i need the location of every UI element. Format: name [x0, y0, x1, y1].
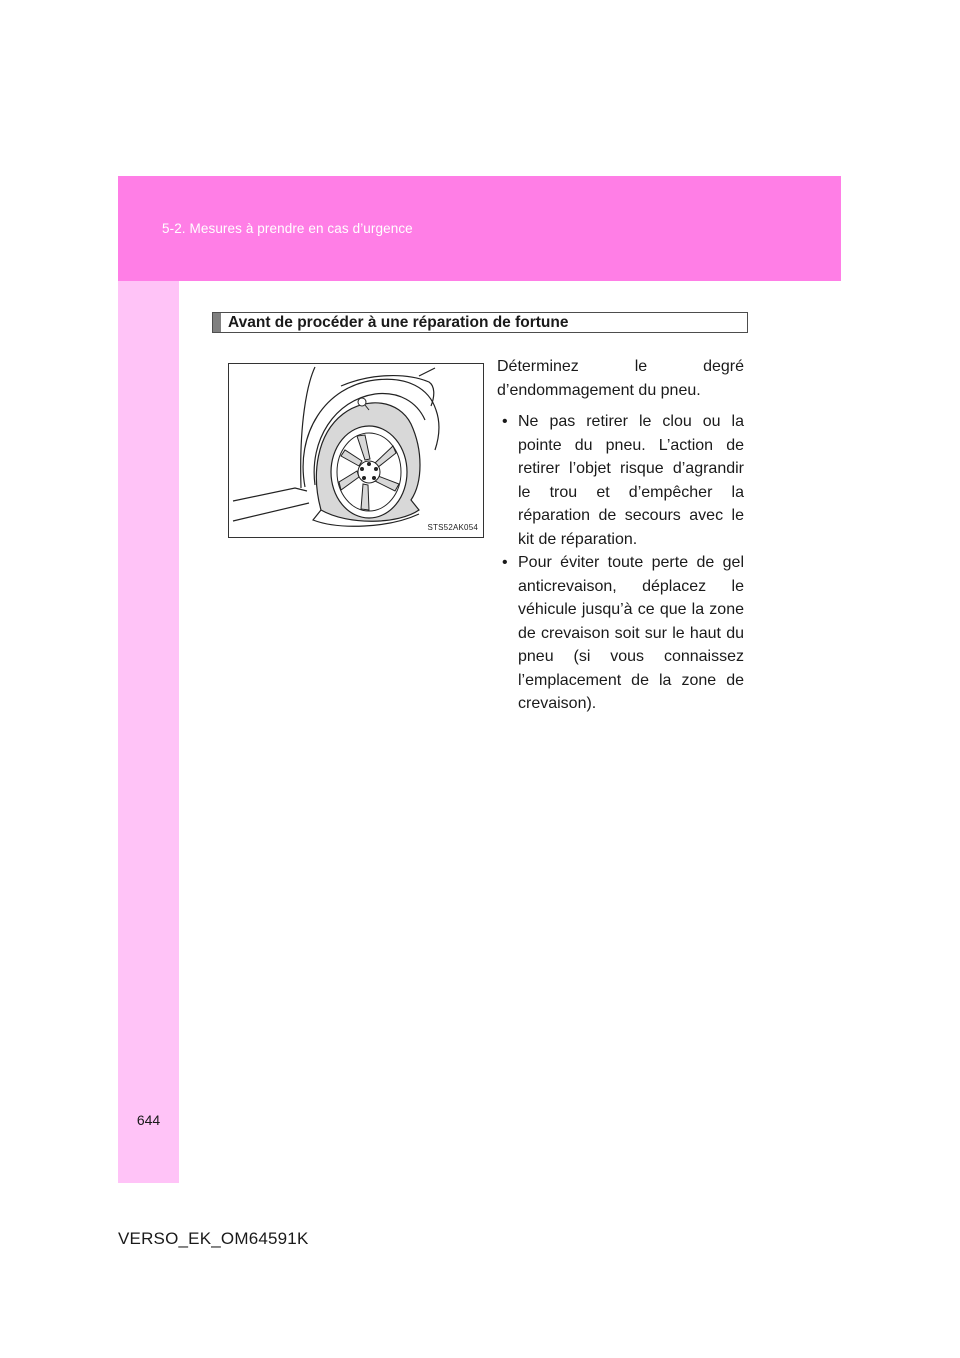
flat-tire-illustration	[228, 363, 484, 538]
body-line-sill	[233, 503, 309, 521]
list-item	[497, 410, 744, 551]
list-item	[497, 551, 744, 716]
bullet-text: Ne pas retirer le clou ou la pointe du pneu. L’action de retirer l’objet risque d’agrandir le trou et d’empêcher la réparation de secours avec le kit de réparation.	[518, 413, 744, 548]
page-number: 644	[136, 1112, 161, 1128]
bullet-text: Pour éviter toute perte de gel anticrevaison, déplacez le véhicule jusqu’à ce que la zone de crevaison soit sur le haut du pneu (si vous connaissez l’emplacement de la zone de crevaison).	[518, 554, 744, 712]
figure-code: STS52AK054	[427, 523, 478, 532]
document-code: VERSO_EK_OM64591K	[118, 1229, 309, 1248]
bullet-list	[497, 410, 744, 716]
flat-tire-drawing	[229, 364, 483, 537]
section-heading-text: Avant de procéder à une réparation de fortune	[228, 313, 569, 331]
bullet-marker: •	[502, 554, 508, 571]
fender-top	[341, 376, 434, 406]
body-line-lower	[233, 488, 307, 501]
heading-marker	[213, 313, 221, 332]
side-band	[118, 281, 179, 1183]
bullet-marker: •	[502, 413, 508, 430]
intro-paragraph: Déterminez le degré d’endommagement du pneu.	[497, 358, 744, 399]
section-heading	[212, 312, 748, 333]
section-label: 5-2. Mesures à prendre en cas d’urgence	[162, 221, 413, 236]
body-text	[497, 355, 744, 716]
fender-edge	[419, 368, 435, 376]
